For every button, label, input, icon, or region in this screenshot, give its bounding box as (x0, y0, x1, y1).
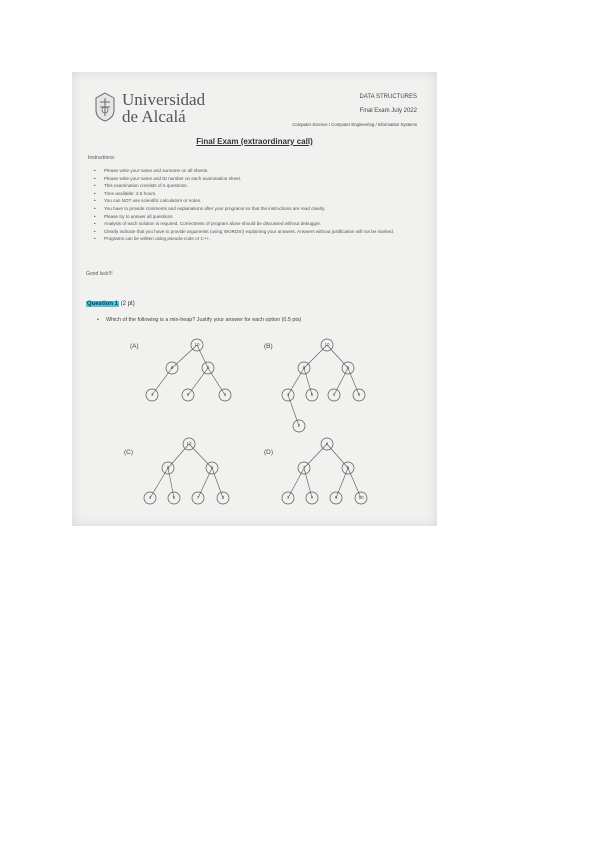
heap-node-value: 9 (346, 365, 350, 371)
heap-node-value: 3 (223, 392, 227, 398)
instruction-item: • You have to provide comments and explanations after your programs so that the instructions are read clearly. (92, 205, 422, 213)
tree-b-label: (B) (264, 343, 273, 350)
instruction-item: • Programs can be written using pseudo-code or C++. (92, 235, 422, 243)
heap-node-value: 10 (194, 342, 200, 348)
heap-node-value: 5 (186, 392, 190, 398)
question-points: (2 pt) (120, 301, 135, 307)
heap-node-value: 5 (310, 392, 314, 398)
heap-node-value: 8 (346, 465, 350, 471)
heap-node-value: 3 (357, 392, 361, 398)
heap-node-value: 10 (358, 495, 364, 501)
instruction-item: • This examination consists of 5 questions. (92, 182, 422, 190)
heap-node-value: 4 (286, 392, 290, 398)
exam-date: Final Exam July 2022 (359, 108, 417, 114)
heap-node-value: 9 (206, 365, 210, 371)
heap-node-value: 4 (150, 392, 154, 398)
tree-d-label: (D) (264, 449, 274, 456)
heap-node-value: 8 (170, 365, 174, 371)
tree-c-label: (C) (124, 449, 134, 456)
heap-node-value: 2 (297, 423, 301, 429)
instruction-item: • Analysis of each solution is required. Correctness of program alone should be discussed without debugger. (92, 220, 422, 228)
heap-node-value: 4 (148, 495, 152, 501)
heap-diagrams (72, 72, 437, 526)
question-label: Question 1 (87, 301, 119, 307)
heap-node-value: 7 (302, 465, 306, 471)
tree-a (146, 339, 231, 401)
instruction-item: • Clearly indicate that you have to provide arguments (using WORDS!) explaining your answers. Answers without justification will not be marked. (92, 228, 422, 236)
instruction-item: • Time available: 2.5 hours. (92, 190, 422, 198)
tree-c (144, 438, 229, 504)
heap-node-value: 9 (210, 465, 214, 471)
heap-node-value: 7 (196, 495, 200, 501)
heap-node-value: 10 (186, 441, 192, 447)
heap-node-value: 3 (221, 495, 225, 501)
heap-node-value: 2 (332, 392, 336, 398)
instruction-item: • You can NOT use scientific calculators or notes. (92, 197, 422, 205)
exam-paper (72, 72, 437, 526)
instruction-item: • Please try to answer all questions. (92, 213, 422, 221)
heap-node-value: 6 (325, 441, 329, 447)
university-name-line2: de Alcalá (122, 107, 186, 126)
exam-title: Final Exam (extraordinary call) (196, 137, 313, 146)
instruction-item: • Please write your name and ID number on each examination sheet. (92, 175, 422, 183)
heap-node-value: 1 (286, 495, 290, 501)
heap-node-value: 5 (334, 495, 338, 501)
good-luck-text: Good luck!!! (86, 271, 113, 277)
heap-node-value: 6 (302, 365, 306, 371)
heap-node-value: 5 (172, 495, 176, 501)
tree-a-label: (A) (130, 343, 139, 350)
university-name-line1: Universidad (122, 90, 206, 109)
heap-node-value: 10 (324, 342, 330, 348)
tree-b (282, 339, 365, 432)
question-text: • Which of the following is a min-heap? Justify your answer for each option (0.5 pts) (106, 317, 301, 323)
instruction-item: • Please write your name and surname on all sheets. (92, 167, 422, 175)
heap-node-value: 8 (166, 465, 170, 471)
heap-node-value: 4 (310, 495, 314, 501)
course-name: DATA STRUCTURES (359, 94, 417, 100)
instructions-label: Instructions: (88, 155, 115, 161)
degree-line: Computer Science / Computer Engineering / Information Systems (292, 122, 417, 127)
tree-d (282, 438, 367, 504)
